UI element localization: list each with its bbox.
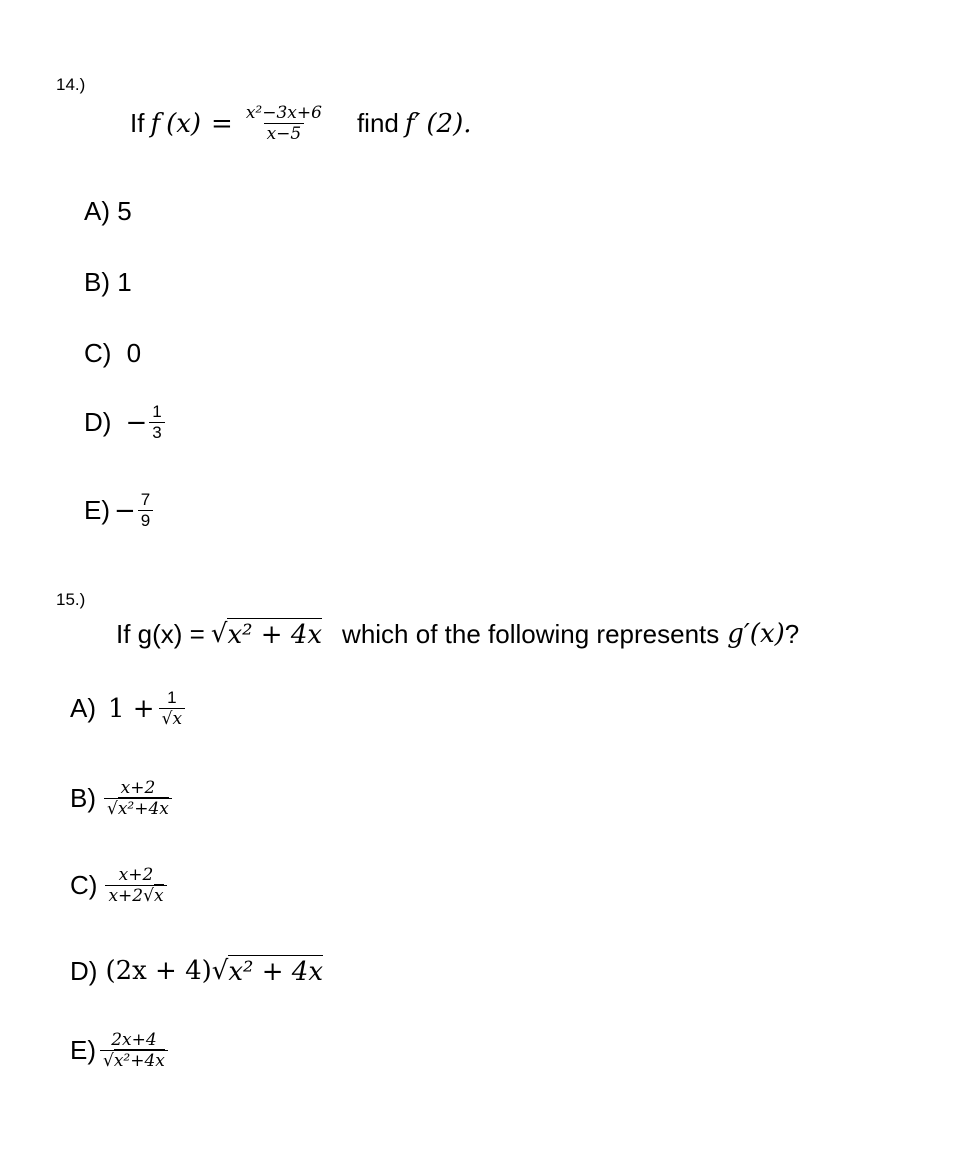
q15-option-a-label: A)	[70, 693, 96, 723]
q15-option-c[interactable]	[70, 865, 167, 906]
q14-option-d-num: 1	[152, 402, 162, 421]
q14-option-a-value: 5	[117, 196, 132, 226]
q14-equals: =	[211, 108, 233, 139]
q14-option-e-fraction	[138, 490, 153, 531]
q14-arg: (x)	[166, 108, 202, 139]
q14-option-e-den: 9	[138, 510, 153, 531]
q15-option-e[interactable]	[70, 1030, 168, 1071]
q15-option-c-den-rad: x	[153, 886, 164, 906]
q14-option-b-value: 1	[117, 267, 132, 297]
q14-option-a[interactable]	[84, 196, 132, 227]
q15-option-c-den-pre: x+2	[108, 886, 144, 906]
q14-option-c-value: 0	[126, 338, 142, 368]
q14-prefix: If	[130, 108, 145, 138]
q15-option-b-label: B)	[70, 783, 96, 813]
question-15-statement	[116, 618, 799, 650]
q15-option-e-num: 2x+4	[111, 1030, 157, 1050]
q15-option-e-label: E)	[70, 1035, 96, 1065]
q14-numerator: x²−3x+6	[245, 103, 322, 123]
q14-option-d-fraction	[149, 402, 164, 443]
q15-target: g′(x)	[727, 619, 785, 649]
q15-option-a-lead: 1 +	[108, 693, 155, 724]
q14-find: find	[356, 108, 399, 138]
q15-end: ?	[784, 618, 800, 649]
q15-option-c-fraction: $\frac{x+2}{x+2√x}$	[105, 865, 166, 906]
q14-denominator: x−5	[264, 123, 305, 144]
q14-option-c-label: C)	[84, 338, 112, 368]
q14-option-d-den: 3	[149, 422, 164, 443]
q15-option-c-label: C)	[70, 870, 98, 900]
q15-option-b[interactable]	[70, 778, 172, 819]
q14-option-d-label: D)	[84, 407, 112, 437]
q15-option-e-den: x²+4x	[113, 1051, 165, 1071]
q15-option-c-num: x+2	[118, 865, 154, 885]
q15-option-e-fraction: $\frac{2x+4}{\text{√x²+4x}}$	[100, 1030, 168, 1071]
q15-sqrt-sign: √	[210, 619, 228, 649]
q14-option-d[interactable]	[84, 402, 165, 443]
q15-option-a-fraction: $\frac{1}{√x}$	[159, 688, 185, 729]
q15-radicand: x² + 4x	[227, 620, 323, 650]
q15-prefix: If g(x) =	[116, 618, 205, 649]
q15-option-d-lead: (2x + 4)	[105, 956, 212, 986]
q14-option-a-label: A)	[84, 196, 110, 226]
q15-option-d-label: D)	[70, 955, 98, 986]
q14-option-e-label: E)	[84, 495, 110, 525]
question-14-number: 14.)	[56, 75, 86, 94]
question-14-statement	[130, 103, 472, 144]
q14-option-e-sign: −	[114, 495, 136, 526]
q14-target-arg: (2).	[426, 108, 472, 139]
q15-option-b-num: x+2	[120, 778, 156, 798]
q15-option-a-den: x	[172, 709, 183, 729]
q15-option-a-num: 1	[167, 688, 177, 707]
q14-option-b[interactable]	[84, 267, 132, 298]
question-15-number: 15.)	[56, 590, 86, 609]
q15-option-a[interactable]	[70, 688, 185, 729]
q14-option-d-sign: −	[125, 407, 148, 438]
q14-fname: f	[150, 108, 161, 139]
q15-middle: which of the following represents	[342, 618, 720, 649]
q14-option-e-num: 7	[140, 490, 151, 509]
q15-option-d-radicand: x² + 4x	[228, 957, 323, 987]
q15-option-d[interactable]	[70, 955, 323, 987]
q14-option-e[interactable]	[84, 490, 153, 531]
q14-target-fn: f′	[404, 108, 421, 139]
q14-option-b-label: B)	[84, 267, 110, 297]
q14-fraction	[243, 103, 325, 144]
q15-option-b-fraction: $\frac{x+2}{\text{√x²+4x}}$	[104, 778, 172, 819]
q14-option-c[interactable]	[84, 338, 141, 369]
q15-option-b-den: x²+4x	[117, 799, 169, 819]
q15-option-d-sqrt-sign: √	[211, 956, 229, 986]
